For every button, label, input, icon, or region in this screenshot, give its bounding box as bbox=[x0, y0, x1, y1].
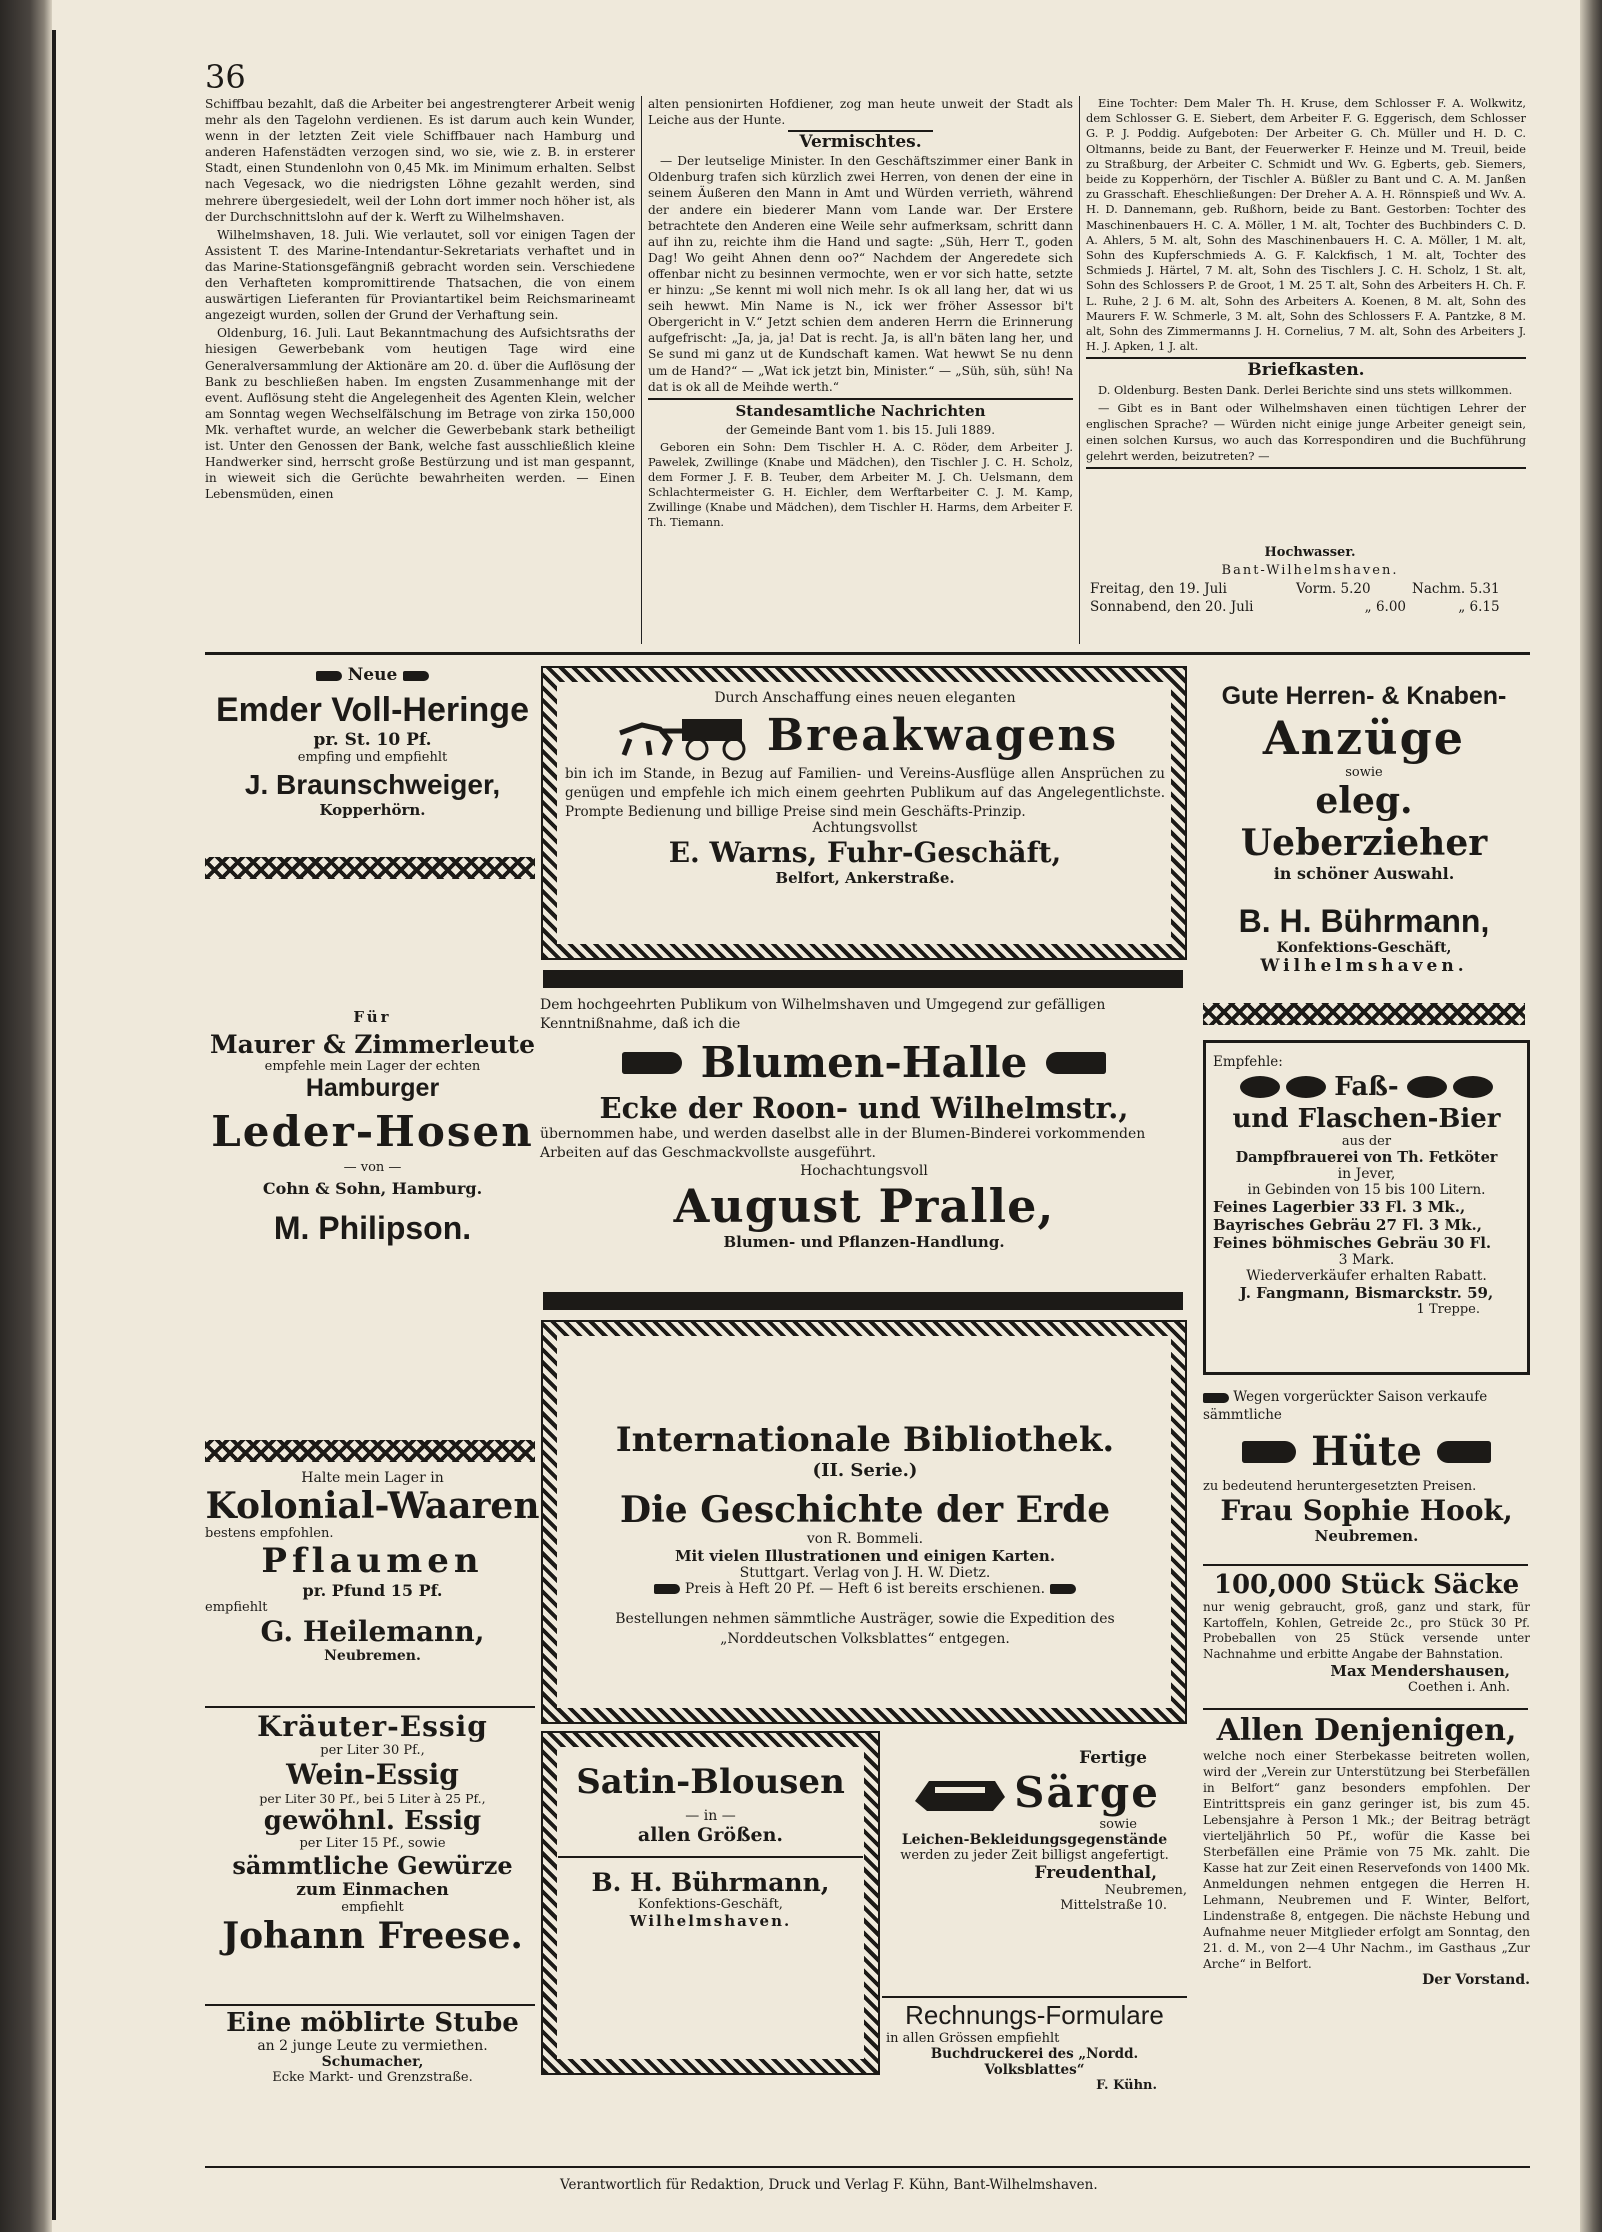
table-row bbox=[1090, 598, 1506, 616]
ad-text: in allen Grössen empfiehlt bbox=[886, 2031, 1060, 2046]
ad-text: Fertige bbox=[1079, 1748, 1147, 1768]
section-heading: Standesamtliche Nachrichten bbox=[735, 401, 986, 420]
ad-name: Freudenthal, bbox=[1034, 1863, 1157, 1883]
horse-carriage-icon bbox=[612, 711, 762, 761]
article-paragraph: alten pensionirten Hofdiener, zog man heute unweit der Stadt als Leiche aus der Hunte. bbox=[648, 97, 1073, 128]
rule bbox=[205, 1706, 535, 1708]
decorative-bar bbox=[543, 970, 1183, 988]
ad-title: Wein-Essig bbox=[286, 1758, 459, 1791]
table-cell: Freitag, den 19. Juli bbox=[1090, 581, 1227, 597]
ad-subtitle: Ecke der Roon- und Wilhelmstr., bbox=[599, 1091, 1129, 1125]
ad-text: an 2 junge Leute zu vermiethen. bbox=[257, 2038, 488, 2054]
ad-text: zu bedeutend heruntergesetzten Preisen. bbox=[1203, 1479, 1477, 1494]
ad-blousen bbox=[558, 1762, 863, 1930]
barrel-icon bbox=[1240, 1076, 1280, 1098]
pointing-hand-icon bbox=[1046, 1052, 1106, 1074]
rule bbox=[648, 398, 1073, 400]
ad-text: Cohn & Sohn, Hamburg. bbox=[262, 1179, 483, 1198]
ad-text: übernommen habe, und werden daselbst alle in der Blumen-Binderei vorkommenden Arbeiten auf das Geschmackvollste ausgeführt. bbox=[540, 1126, 1146, 1161]
ad-price: Feines Lagerbier 33 Fl. 3 Mk., bbox=[1213, 1198, 1466, 1216]
imprint-footer: Verantwortlich für Redaktion, Druck und Verlag F. Kühn, Bant-Wilhelmshaven. bbox=[560, 2177, 1098, 2193]
ad-text: sowie bbox=[1345, 765, 1383, 780]
ornament-border bbox=[205, 1440, 535, 1462]
pointing-hand-icon bbox=[654, 1584, 680, 1594]
coffin-icon bbox=[909, 1771, 1009, 1815]
pointing-hand-icon bbox=[1437, 1441, 1491, 1463]
ad-name: J. Braunschweiger, bbox=[244, 769, 501, 800]
ad-price: per Liter 15 Pf., sowie bbox=[299, 1836, 446, 1851]
ad-anzuege bbox=[1198, 682, 1530, 976]
ad-bier bbox=[1213, 1054, 1520, 1317]
column-2 bbox=[648, 96, 1073, 532]
tide-times bbox=[1090, 580, 1506, 616]
pointing-hand-icon bbox=[1203, 1393, 1229, 1403]
decorative-bar bbox=[543, 1292, 1183, 1310]
ad-breakwagen bbox=[565, 690, 1165, 887]
ad-place: 1 Treppe. bbox=[1416, 1302, 1480, 1317]
tide-heading: Hochwasser. bbox=[1264, 545, 1356, 560]
ad-text: zum Einmachen bbox=[296, 1880, 449, 1900]
ad-maurer bbox=[205, 1008, 540, 1247]
section-rule bbox=[205, 652, 1530, 655]
article-paragraph: Eine Tochter: Dem Maler Th. H. Kruse, dem Schlosser F. A. Wolkwitz, dem Schlosser G. E. Siebert, dem Arbeiter F. G. Eggerisch, dem Schlosser G. P. J. Poddig. Aufgeboten: Der Arbeiter G. Ch. Müller und H. D. C. Oltmanns, beide zu Bant, der Feuerwerker F. Heinze und M. Treuil, beide zu Straßburg, der Arbeiter C. Schmidt und Wv. G. Egberts, geb. Siemers, beide zu Kopperhörn, der Tischler A. Büßler zu Bant und C. A. M. Janßen zu Grasschaft. Eheschließungen: Der Dreher A. A. H. Rönnspieß und Wv. A. H. D. Dannemann, geb. Rußhorn, beide zu Bant. Gestorben: Tochter des Maschinenbauers H. C. A. Möller, 1 M. alt, Tochter des Buchbinders C. D. A. Ahlers, 5 M. alt, Sohn des Maschinenbauers H. C. A. Möller, 1 M. alt, Sohn des Kupferschmieds A. G. F. Kalckfisch, 1 M. alt, Tochter des Schmieds J. Härtel, 7 M. alt, Sohn des Tischlers J. C. H. Scholz, 1 St. alt, Sohn des Schlossers P. de Groot, 1 M. 25 T. alt, Sohn des Arbeiters H. Ch. F. L. Ruhe, 2 J. 6 M. alt, Sohn des Arbeiters A. Koenen, 8 M. alt, Sohn des Maurers F. W. Schmerle, 3 M. alt, Sohn des Schlossers F. A. Pantzke, 8 M. alt, Sohn des Zimmermanns J. H. Cornelius, 7 M. alt, Sohn des Arbeiters J. H. J. Apken, 1 J. alt. bbox=[1086, 96, 1526, 354]
binding-edge bbox=[52, 30, 56, 2220]
ad-saerge bbox=[882, 1748, 1187, 1913]
barrel-icon bbox=[1286, 1076, 1326, 1098]
ad-title: Breakwagens bbox=[766, 710, 1119, 761]
ad-title: Blumen-Halle bbox=[700, 1038, 1028, 1087]
ad-tagline bbox=[205, 665, 540, 685]
ad-price: pr. Pfund 15 Pf. bbox=[302, 1581, 443, 1600]
ad-text: Für bbox=[353, 1008, 392, 1026]
ad-kolonial bbox=[205, 1470, 540, 1664]
ad-title: Eine möblirte Stube bbox=[226, 2008, 519, 2038]
ad-title: und Flaschen-Bier bbox=[1232, 1104, 1501, 1134]
ad-name: E. Warns, Fuhr-Geschäft, bbox=[668, 836, 1062, 869]
rule bbox=[205, 2004, 535, 2006]
ad-text: Halte mein Lager in bbox=[301, 1470, 444, 1486]
ad-text: Konfektions-Geschäft, bbox=[638, 1897, 783, 1912]
ad-name: M. Philipson. bbox=[273, 1210, 472, 1246]
ad-text: welche noch einer Sterbekasse beitreten wollen, wird der „Verein zur Unterstützung bei Sterbefällen in Belfort“ ganz besonders empfohlen. Der Eintrittspreis ein ganz geringer ist, bis zum 45. Lebensjahre à Person 1 Mk.; der Beitrag beträgt vierteljährlich 50 Pf., wofür die Kasse bei Sterbefällen eine Prämie von 75 Mk. zahlt. Die Kasse hat zur Zeit einen Reservefonds von 1400 Mk. Anmeldungen nehmen entgegen die Herren H. Lehmann, Neubremen und F. Winter, Belfort, Lindenstraße 8, entgegen. Die nächste Hebung und Aufnahme neuer Mitglieder erfolgt am Sonntag, den 21. d. M., von 2—4 Uhr Nachm., im Gasthaus „Zur Arche“ in Belfort. bbox=[1203, 1749, 1530, 1971]
article-paragraph: Schiffbau bezahlt, daß die Arbeiter bei angestrengterer Arbeit wenig mehr als den Tagelohn verdienen. Es ist darum auch kein Wunder, wenn in der letzten Zeit viele Schiffbauer nach Hamburg und anderen Hafenstädten verzogen sind, wo sie, wie z. B. in ersterer Stadt, einen Stundenlohn von 0,45 Mk. im Minimum erhalten. Selbst nach Vegesack, wo die niedrigsten Löhne gezahlt werden, sind mehrere übergesiedelt, weil der Lohn dort immer noch höher ist, als der Durchschnittslohn auf der k. Werft zu Wilhelmshaven. bbox=[205, 97, 635, 224]
ad-text: — in — bbox=[685, 1808, 736, 1824]
pointing-hand-icon bbox=[1050, 1584, 1076, 1594]
ad-title: Särge bbox=[1014, 1768, 1160, 1817]
ad-name: J. Fangmann, Bismarckstr. 59, bbox=[1239, 1284, 1494, 1302]
ad-name: Frau Sophie Hook, bbox=[1220, 1494, 1513, 1527]
ad-place: Mittelstraße 10. bbox=[1060, 1898, 1167, 1913]
ad-name: August Pralle, bbox=[673, 1179, 1055, 1233]
ad-title: Internationale Bibliothek. bbox=[615, 1420, 1115, 1460]
ad-title: 100,000 Stück Säcke bbox=[1213, 1570, 1520, 1600]
article-paragraph: Oldenburg, 16. Juli. Laut Bekanntmachung des Aufsichtsraths der hiesigen Gewerbebank vom heutigen Tage wird eine Generalversammlung der Aktionäre am 20. d. über die Auflösung der Bank zu beschließen haben. Im engsten Zusammenhange mit der event. Auflösung steht die Angelegenheit des Agenten Klein, welcher am Sonntag wegen Wechselfälschung im Betrage von zirka 150,000 Mk. verhaftet wurde, an welcher die Gewerbebank stark betheiligt ist. Unter den Genossen der Bank, welche fast ausschließlich kleine Handwerker sind, herrscht große Bestürzung und ist man gespannt, in wieweit sich die Gerüchte bewahrheiten werden. — Einen Lebensmüden, einen bbox=[205, 326, 635, 502]
ad-title: Pflaumen bbox=[261, 1541, 484, 1581]
tide-place: Bant-Wilhelmshaven. bbox=[1221, 563, 1399, 578]
column-1 bbox=[205, 96, 635, 504]
ad-text: (II. Serie.) bbox=[812, 1460, 918, 1481]
ad-text: empfing und empfiehlt bbox=[297, 750, 448, 765]
ad-text: werden zu jeder Zeit billigst angefertigt. bbox=[900, 1848, 1169, 1863]
ad-place: Wilhelmshaven. bbox=[1260, 956, 1468, 976]
ad-title: Allen Denjenigen, bbox=[1216, 1713, 1517, 1748]
ad-price: per Liter 30 Pf., bbox=[320, 1743, 425, 1758]
ad-essig bbox=[205, 1710, 540, 1957]
ad-text: in Gebinden von 15 bis 100 Litern. bbox=[1247, 1182, 1486, 1198]
table-row bbox=[1090, 580, 1506, 598]
ad-text: Stuttgart. Verlag von J. H. W. Dietz. bbox=[739, 1565, 991, 1581]
ad-place: Neubremen, bbox=[1104, 1883, 1187, 1898]
ad-text: Mit vielen Illustrationen und einigen Karten. bbox=[674, 1547, 1056, 1565]
section-heading: Vermischtes. bbox=[799, 132, 922, 153]
table-cell: Sonnabend, den 20. Juli bbox=[1090, 599, 1254, 615]
ad-title: sämmtliche Gewürze bbox=[232, 1851, 513, 1880]
column-divider bbox=[641, 96, 642, 644]
ad-price: 3 Mark. bbox=[1338, 1252, 1395, 1268]
ad-price: Preis à Heft 20 Pf. — Heft 6 ist bereits erschienen. bbox=[684, 1581, 1046, 1597]
ad-name: G. Heilemann, bbox=[260, 1615, 485, 1648]
ad-text: von R. Bommeli. bbox=[806, 1531, 924, 1547]
ad-title: Kräuter-Essig bbox=[257, 1710, 488, 1743]
ad-place: Neubremen. bbox=[1314, 1527, 1419, 1545]
ad-price: Feines böhmisches Gebräu 30 Fl. bbox=[1213, 1234, 1492, 1252]
ad-place: Kopperhörn. bbox=[319, 801, 426, 819]
ad-text: Leichen-Bekleidungsgegenstände bbox=[901, 1832, 1168, 1848]
rule bbox=[1086, 467, 1526, 469]
ad-text: empfehle mein Lager der echten bbox=[264, 1059, 481, 1074]
article-paragraph: Wilhelmshaven, 18. Juli. Wie verlautet, soll vor einigen Tagen der Assistent T. des Marine-Intendantur-Sekretariats verhaftet und in das Marine-Stationsgefängniß gebracht worden sein. Verschiedene den Verhafteten kompromittirende Thatsachen, die von einem auswärtigen Lieferanten für Proviantartikel beim Reichsmarineamt angezeigt wurden, sollen der Grund der Verhaftung sein. bbox=[205, 227, 635, 323]
page-number: 36 bbox=[205, 58, 246, 96]
ad-text: bestens empfohlen. bbox=[205, 1526, 334, 1541]
ad-text: sowie bbox=[1099, 1817, 1137, 1832]
ad-text: in Jever, bbox=[1337, 1166, 1396, 1182]
ad-text: Wegen vorgerückter Saison verkaufe sämmtliche bbox=[1203, 1389, 1488, 1423]
ad-text: Gute Herren- & Knaben- bbox=[1221, 682, 1507, 710]
ad-price-row bbox=[570, 1581, 1160, 1597]
rule bbox=[558, 1856, 863, 1858]
ad-price: pr. St. 10 Pf. bbox=[313, 730, 432, 750]
ad-text: bin ich im Stande, in Bezug auf Familien- und Vereins-Ausflüge allen Ansprüchen zu genügen und empfehle ich mich einem geehrten Publikum auf das Angelegentlichste. Prompte Bedienung und billige Preise sind mein Geschäfts-Prinzip. bbox=[565, 766, 1165, 820]
ornament-border bbox=[1203, 1003, 1525, 1025]
ad-place: Coethen i. Anh. bbox=[1408, 1680, 1510, 1695]
ad-title: Leder-Hosen bbox=[211, 1107, 534, 1156]
barrel-icon bbox=[1453, 1076, 1493, 1098]
article-paragraph: Geboren ein Sohn: Dem Tischler H. A. C. Röder, dem Arbeiter J. Pawelek, Zwillinge (Knabe und Mädchen), den Tischler J. C. H. Scholz, dem Former J. F. B. Teuber, dem Arbeiter M. J. Ch. Uelsmann, dem Schlachtermeister G. H. Eichler, dem Werftarbeiter C. J. M. Kamp, Zwillinge (Knabe und Mädchen), dem Tischler H. Harms, dem Arbeiter F. Th. Tiemann. bbox=[648, 439, 1073, 529]
ad-title-row bbox=[1213, 1072, 1520, 1102]
ad-title-row bbox=[882, 1768, 1187, 1817]
ad-text: Hamburger bbox=[305, 1074, 440, 1102]
ad-text: Durch Anschaffung eines neuen eleganten bbox=[714, 690, 1016, 706]
ad-text-row bbox=[1203, 1388, 1530, 1424]
ad-title: Maurer & Zimmerleute bbox=[209, 1030, 536, 1059]
ad-title-row bbox=[1203, 1428, 1530, 1475]
ad-place: Belfort, Ankerstraße. bbox=[775, 869, 955, 887]
tide-table bbox=[1090, 544, 1530, 616]
ad-place: Wilhelmshaven. bbox=[629, 1912, 792, 1930]
ad-name: Johann Freese. bbox=[222, 1915, 523, 1957]
pointing-hand-icon bbox=[403, 671, 429, 681]
ad-text: Wiederverkäufer erhalten Rabatt. bbox=[1246, 1268, 1487, 1284]
pointing-hand-icon bbox=[1242, 1441, 1296, 1463]
table-cell: Vorm. 5.20 bbox=[1296, 581, 1371, 597]
ad-place: Neubremen. bbox=[324, 1648, 421, 1664]
ad-text: in schöner Auswahl. bbox=[1273, 864, 1455, 883]
ad-title-row bbox=[540, 1038, 1188, 1087]
ad-price: Bayrisches Gebräu 27 Fl. 3 Mk., bbox=[1213, 1216, 1482, 1234]
rule bbox=[205, 2166, 1530, 2168]
ad-text: Blumen- und Pflanzen-Handlung. bbox=[723, 1233, 1005, 1251]
ad-title: Die Geschichte der Erde bbox=[619, 1489, 1111, 1531]
ad-text: Empfehle: bbox=[1213, 1054, 1283, 1070]
table-cell: Nachm. 5.31 bbox=[1412, 581, 1500, 597]
ad-text: Buchdruckerei des „Nordd. Volksblattes“ bbox=[930, 2046, 1139, 2078]
ad-saecke bbox=[1203, 1570, 1530, 1695]
ad-name: B. H. Bührmann, bbox=[1238, 903, 1490, 939]
table-cell: „ 6.00 bbox=[1364, 599, 1406, 615]
ad-text: Dampfbrauerei von Th. Fetköter bbox=[1235, 1149, 1498, 1166]
ad-text: Dem hochgeehrten Publikum von Wilhelmshaven und Umgegend zur gefälligen Kenntnißnahme, daß ich die bbox=[540, 997, 1106, 1032]
rule bbox=[1203, 1564, 1528, 1566]
ad-text: Neue bbox=[347, 665, 398, 685]
book-binding bbox=[0, 0, 52, 2232]
ad-title: Satin-Blousen bbox=[576, 1762, 845, 1802]
ad-formulare bbox=[882, 2000, 1187, 2093]
ad-text: empfiehlt bbox=[205, 1600, 268, 1615]
ad-title: Kolonial-Waaren bbox=[205, 1485, 540, 1527]
ad-title: Anzüge bbox=[1262, 711, 1466, 765]
barrel-icon bbox=[1407, 1076, 1447, 1098]
ad-title: Emder Voll-Heringe bbox=[216, 691, 529, 729]
pointing-hand-icon bbox=[622, 1052, 682, 1074]
section-subheading: der Gemeinde Bant vom 1. bis 15. Juli 1889. bbox=[725, 422, 996, 437]
pointing-hand-icon bbox=[316, 671, 342, 681]
article-paragraph: — Gibt es in Bant oder Wilhelmshaven einen tüchtigen Lehrer der englischen Sprache? — Würden nicht einige junge Arbeiter geneigt sein, einen solchen Kursus, wo auch das Korrespondiren und die Buchführung gelehrt werden, beizutreten? — bbox=[1086, 400, 1526, 463]
rule bbox=[882, 1996, 1187, 1998]
ad-name: Der Vorstand. bbox=[1422, 1972, 1530, 1988]
ad-name: F. Kühn. bbox=[1096, 2078, 1157, 2093]
column-3 bbox=[1086, 96, 1526, 472]
article-paragraph: D. Oldenburg. Besten Dank. Derlei Berichte sind uns stets willkommen. bbox=[1098, 382, 1513, 397]
ad-title: gewöhnl. Essig bbox=[263, 1806, 482, 1836]
ad-text: — von — bbox=[343, 1160, 402, 1175]
ad-bibliothek bbox=[570, 1420, 1160, 1649]
column-divider bbox=[1079, 96, 1080, 644]
rule bbox=[1203, 1708, 1528, 1710]
ad-title: Rechnungs-Formulare bbox=[905, 2000, 1164, 2030]
ad-huete bbox=[1203, 1388, 1530, 1545]
ad-stube bbox=[205, 2008, 540, 2085]
ad-name: B. H. Bührmann, bbox=[591, 1868, 830, 1897]
ad-name: Max Mendershausen, bbox=[1330, 1662, 1510, 1680]
ad-text: Konfektions-Geschäft, bbox=[1276, 940, 1452, 956]
ornament-border bbox=[205, 857, 535, 879]
ad-heringe bbox=[205, 665, 540, 819]
page-edge-shadow bbox=[1580, 0, 1602, 2232]
rule bbox=[1086, 357, 1526, 359]
ad-text: empfiehlt bbox=[341, 1900, 404, 1915]
ad-text: allen Größen. bbox=[637, 1824, 784, 1846]
ad-title: eleg. Ueberzieher bbox=[1240, 780, 1488, 864]
ad-text: Achtungsvollst bbox=[812, 820, 918, 836]
ad-text: Hochachtungsvoll bbox=[800, 1163, 928, 1179]
article-paragraph: — Der leutselige Minister. In den Geschäftszimmer einer Bank in Oldenburg trafen sich kürzlich zwei Herren, von denen der eine in seinem Äußeren den Mann in Amt und Würden verrieth, während der andere ein biederer Mann vom Lande war. Der Erstere betrachtete den Anderen eine Weile sehr aufmerksam, schritt dann auf ihn zu, reichte ihm die Hand und sagte: „Süh, Herr T., goden Dag! Wo geiht Ahnen denn oo?“ Nachdem der Angeredete sich offenbar nicht zu besinnen vermochte, wen er vor sich hatte, setzte er hinzu: „Se kennt mi woll nich mehr. Is ok all lang her, dat wi us seih hewwt. Min Name is N., ick wer fröher Assessor bi't Obergericht in V.“ Jetzt schien dem anderen Herrn die Erinnerung aufgefrischt: „Ja, ja, ja! Dat is recht. Ja, is all'n bäten lang her, und Se sund mi ganz ut de Kundschaft kamen. Wat hewwt Se nu denn um de Hand?“ — „Wat ick jetzt bin, Minister.“ — „Süh, süh, süh! Na dat is ok all de Meihde werth.“ bbox=[648, 154, 1073, 394]
ad-text: aus der bbox=[1341, 1134, 1392, 1149]
ad-name: Schumacher, bbox=[321, 2054, 424, 2070]
ad-blumenhalle bbox=[540, 996, 1188, 1251]
ad-title: Hüte bbox=[1311, 1428, 1422, 1475]
ad-title: Faß- bbox=[1334, 1072, 1399, 1102]
ad-sterbekasse bbox=[1203, 1713, 1530, 1988]
ad-text: Bestellungen nehmen sämmtliche Austräger, sowie die Expedition des „Norddeutschen Volksblattes“ entgegen. bbox=[615, 1611, 1115, 1647]
ad-price: per Liter 30 Pf., bei 5 Liter à 25 Pf., bbox=[259, 1791, 486, 1806]
ad-title-row bbox=[565, 710, 1165, 761]
ad-place: Ecke Markt- und Grenzstraße. bbox=[272, 2070, 473, 2085]
section-heading: Briefkasten. bbox=[1247, 360, 1365, 381]
table-cell: „ 6.15 bbox=[1458, 599, 1500, 615]
ad-text: nur wenig gebraucht, groß, ganz und stark, für Kartoffeln, Kohlen, Getreide 2c., pro Stück 30 Pf. Probeballen von 25 Stück versende unter Nachnahme und erbitte Angabe der Bahnstation. bbox=[1203, 1600, 1530, 1661]
